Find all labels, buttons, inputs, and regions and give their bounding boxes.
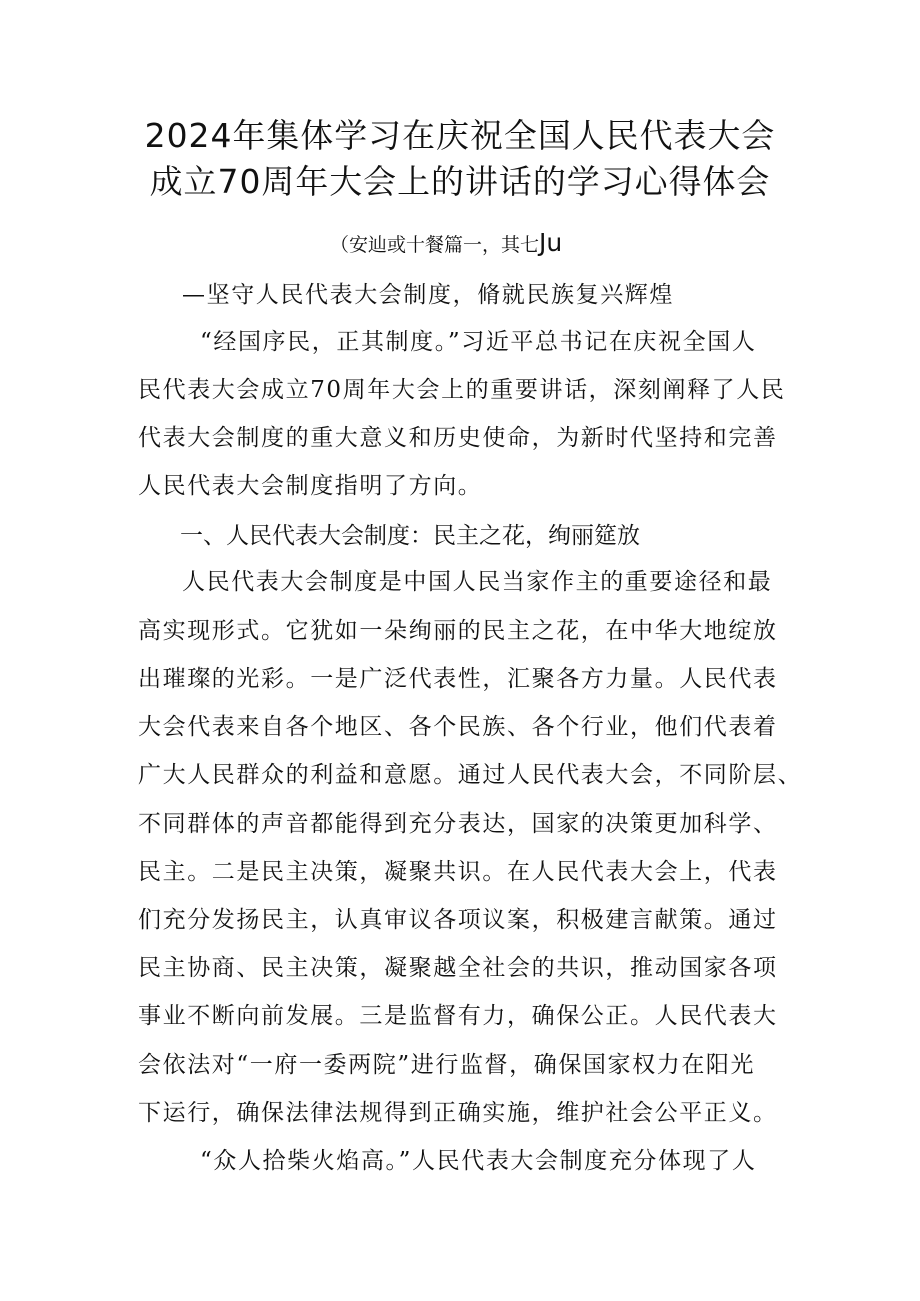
paragraph-line: 人民代表大会制度是中国人民当家作主的重要途径和最 [182,569,773,595]
paragraph-line: 民主。二是民主决策，凝聚共识。在人民代表大会上，代表 [138,859,778,885]
paragraph-line: 们充分发扬民主，认真审议各项议案，积极建言献策。通过 [138,907,778,933]
paragraph-line: 下运行，确保法律法规得到正确实施，维护社会公平正义。 [138,1100,778,1126]
paragraph-line: 大会代表来自各个地区、各个民族、各个行业，他们代表着 [138,714,778,740]
paragraph-line: “众人拾柴火焰高。”人民代表大会制度充分体现了人 [200,1148,757,1174]
paragraph-line: 事业不断向前发展。三是监督有力，确保公正。人民代表大 [138,1003,778,1029]
document-title-line-2: 成立70周年大会上的讲话的学习心得体会 [149,162,771,201]
subtitle-suffix: Ju [539,228,563,257]
paragraph-line: 代表大会制度的重大意义和历史使命，为新时代坚持和完善 [138,425,778,451]
paragraph-line: 高实现形式。它犹如一朵绚丽的民主之花，在中华大地绽放 [138,618,778,644]
subtitle-prefix: （安辿或十餐篇一，其七 [330,234,540,256]
section-heading-1: 一、人民代表大会制度：民主之花，绚丽筵放 [180,523,640,549]
paragraph-line: 不同群体的声音都能得到充分表达，国家的决策更加科学、 [138,811,778,837]
paragraph-line: “经国序民，正其制度。”习近平总书记在庆祝全国人 [200,329,757,355]
paragraph-line: 民代表大会成立70周年大会上的重要讲话，深刻阐释了人民 [138,377,786,403]
paragraph-line: 人民代表大会制度指明了方向。 [138,473,483,499]
tagline: —坚守人民代表大会制度，脩就民族复兴辉煌 [182,282,674,308]
paragraph-line: 出璀璨的光彩。一是广泛代表性，汇聚各方力量。人民代表 [138,666,778,692]
paragraph-line: 广大人民群众的利益和意愿。通过人民代表大会，不同阶层、 [138,762,803,788]
document-title-line-1: 2024年集体学习在庆祝全国人民代表大会 [144,116,776,155]
paragraph-line: 民主协商、民主决策，凝聚越全社会的共识，推动国家各项 [138,955,778,981]
paragraph-line: 会依法对“一府一委两院”进行监督，确保国家权力在阳光 [138,1052,756,1078]
subtitle [330,228,562,260]
